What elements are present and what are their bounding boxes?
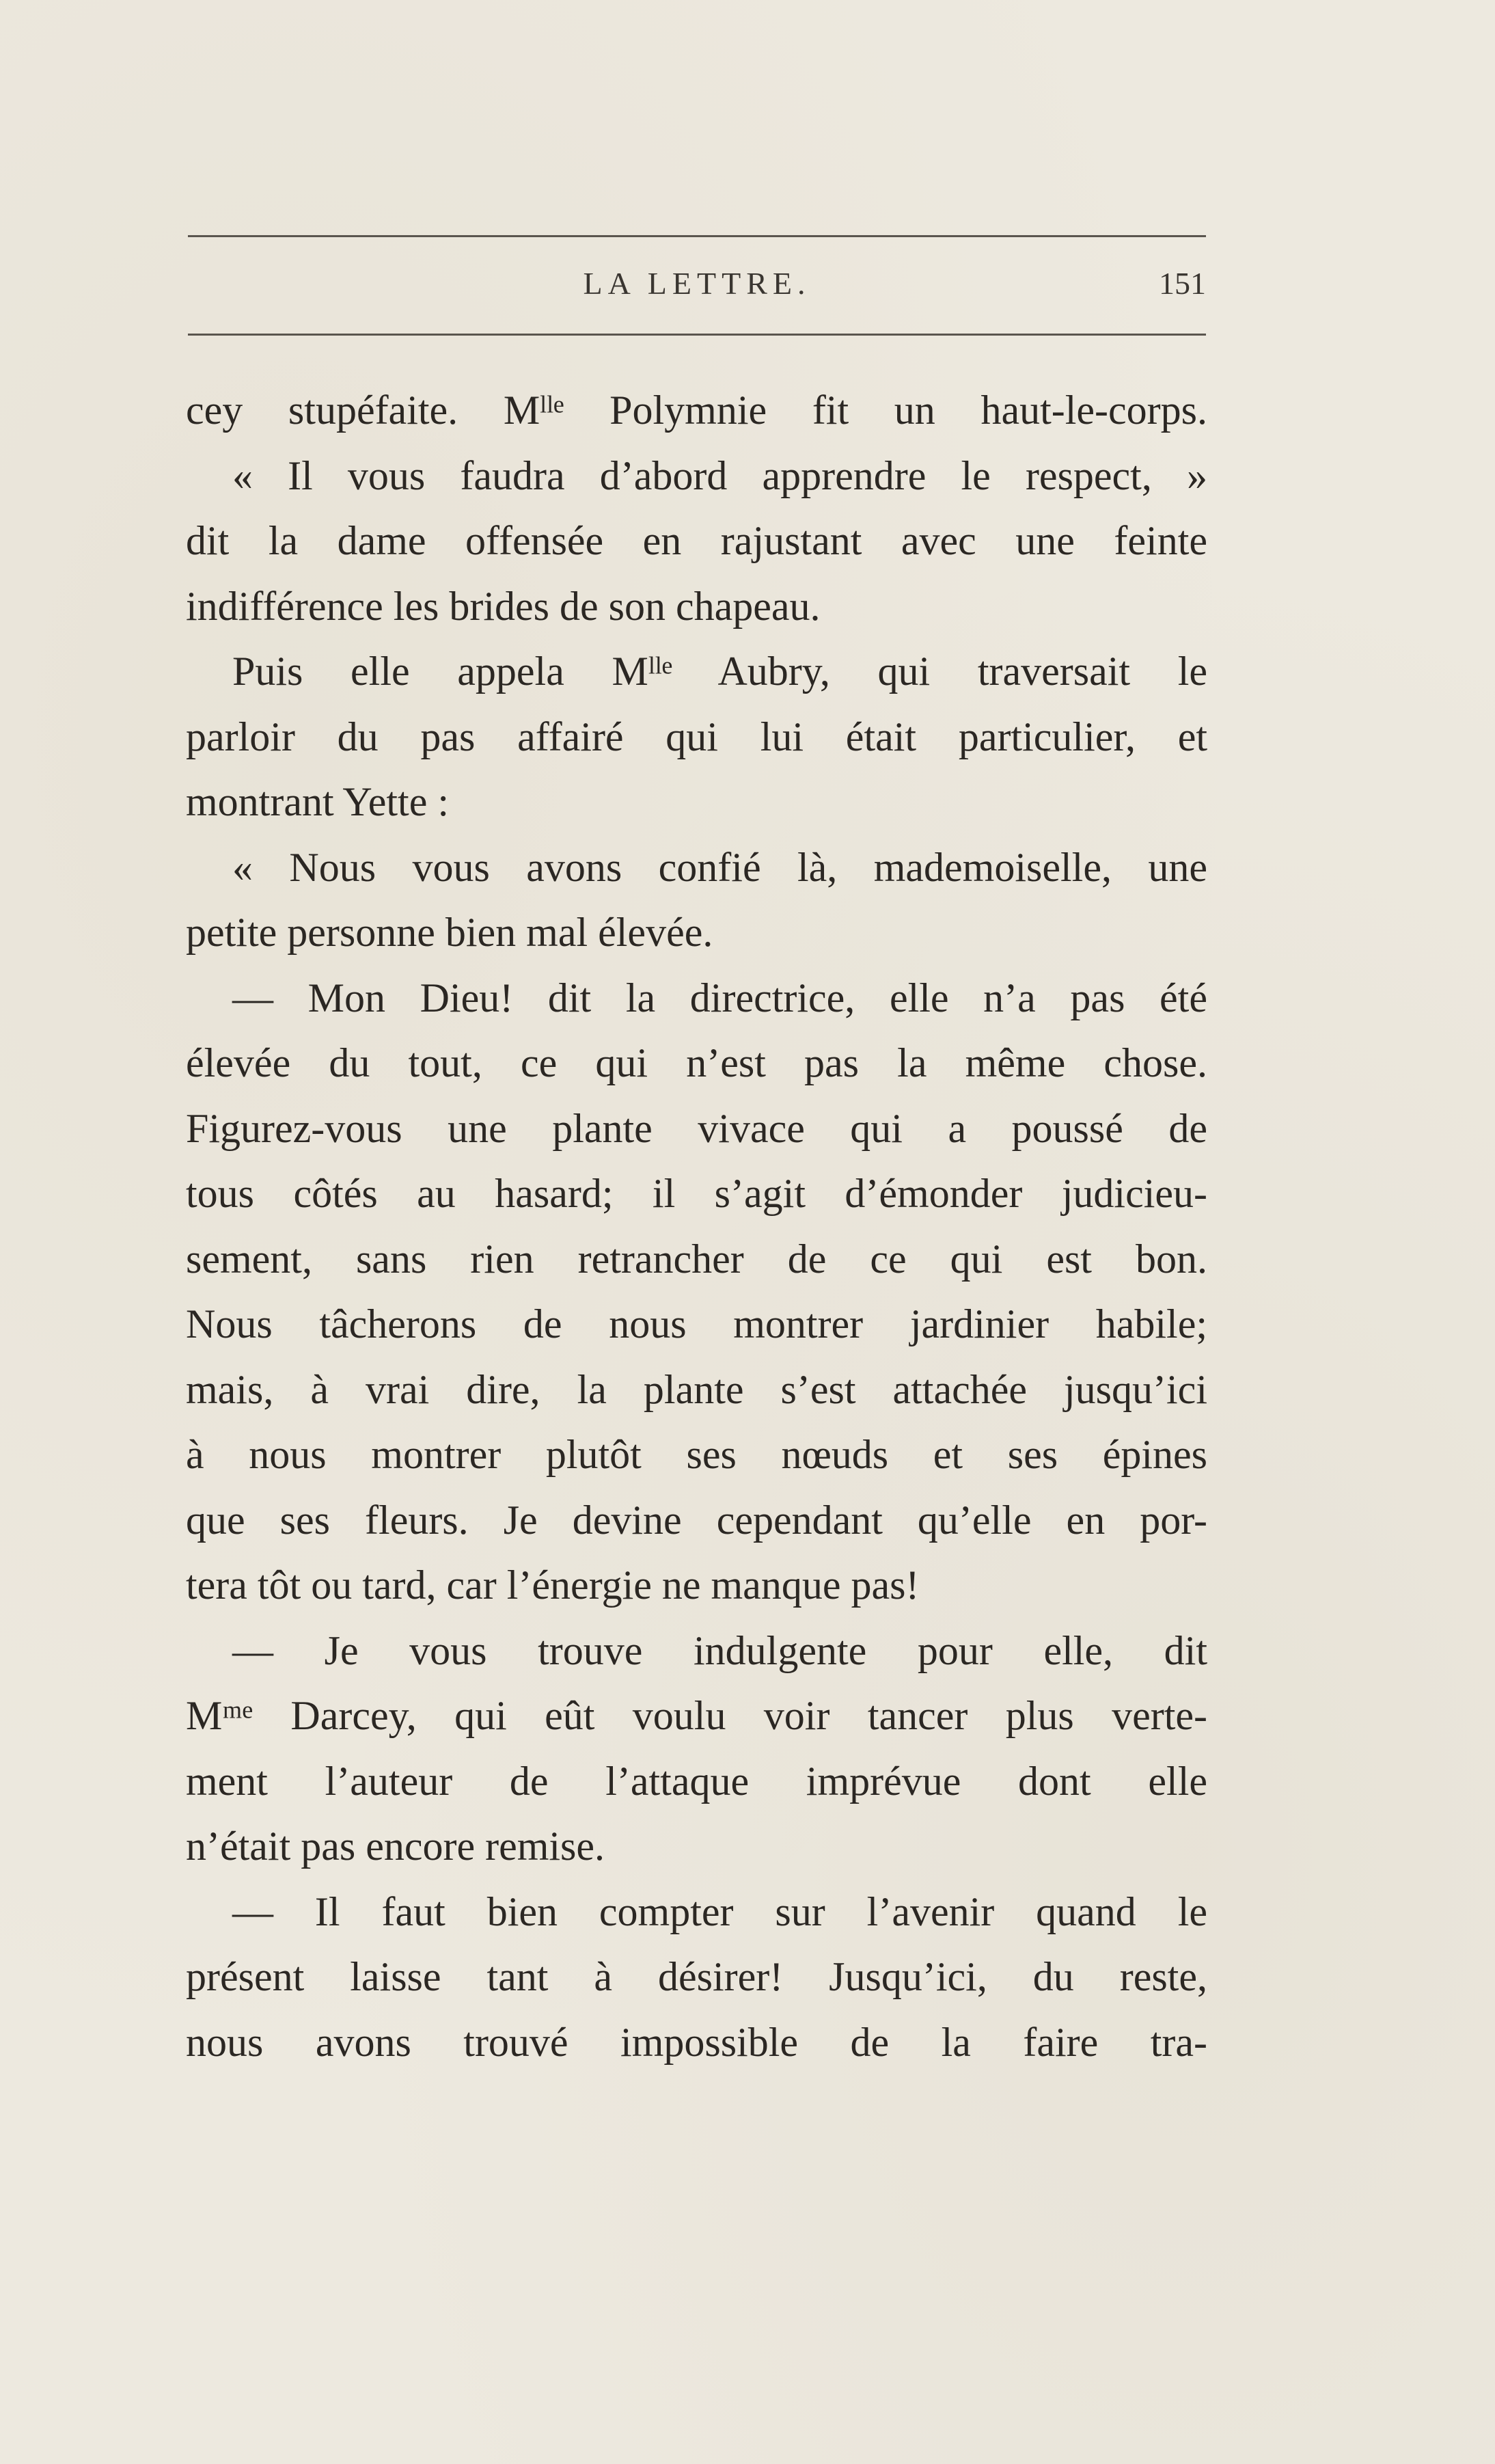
text-line: tera tôt ou tard, car l’énergie ne manque pas! [186, 1562, 920, 1608]
text-line: petite personne bien mal élevée. [186, 910, 713, 955]
text-line: « Nous vous avons confié là, mademoiselle, une [232, 844, 1207, 890]
text-line: indifférence les brides de son chapeau. [186, 583, 821, 629]
text-line: — Je vous trouve indulgente pour elle, dit [232, 1627, 1207, 1673]
text-line: — Mon Dieu! dit la directrice, elle n’a pas été [232, 975, 1207, 1020]
running-title: LA LETTRE. [583, 266, 811, 301]
text-line: — Il faut bien compter sur l’avenir quand le [232, 1888, 1207, 1934]
text-line: Puis elle appela Mˡˡᵉ Aubry, qui traversait le [232, 649, 1207, 694]
running-head [188, 265, 1206, 313]
text-line: à nous montrer plutôt ses nœuds et ses épines [186, 1432, 1207, 1477]
page-number: 151 [1159, 266, 1206, 301]
text-line: cey stupéfaite. Mˡˡᵉ Polymnie fit un haut-le-corps. [186, 388, 1207, 433]
text-line: parloir du pas affairé qui lui était particulier, et [186, 714, 1207, 759]
text-line: présent laisse tant à désirer! Jusqu’ici, du reste, [186, 1954, 1207, 1999]
text-line: n’était pas encore remise. [186, 1824, 605, 1869]
text-line: « Il vous faudra d’abord apprendre le respect, » [232, 452, 1207, 498]
text-line: que ses fleurs. Je devine cependant qu’elle en por- [186, 1497, 1207, 1543]
text-line: nous avons trouvé impossible de la faire tra- [186, 2019, 1207, 2065]
header-bottom-rule [188, 334, 1206, 336]
text-line: Nous tâcherons de nous montrer jardinier habile; [186, 1301, 1207, 1346]
text-line: tous côtés au hasard; il s’agit d’émonder judicieu- [186, 1171, 1207, 1216]
text-line: dit la dame offensée en rajustant avec une feinte [186, 518, 1207, 563]
text-line: ment l’auteur de l’attaque imprévue dont elle [186, 1758, 1207, 1804]
text-line: mais, à vrai dire, la plante s’est attachée jusqu’ici [186, 1366, 1207, 1412]
header-top-rule [188, 235, 1206, 237]
text-line: élevée du tout, ce qui n’est pas la même chose. [186, 1040, 1207, 1085]
text-line: Mᵐᵉ Darcey, qui eût voulu voir tancer plus verte- [186, 1693, 1207, 1738]
text-line: sement, sans rien retrancher de ce qui est bon. [186, 1236, 1207, 1282]
body-text [186, 378, 1207, 2075]
text-line: Figurez-vous une plante vivace qui a poussé de [186, 1105, 1207, 1151]
text-line: montrant Yette : [186, 779, 449, 824]
